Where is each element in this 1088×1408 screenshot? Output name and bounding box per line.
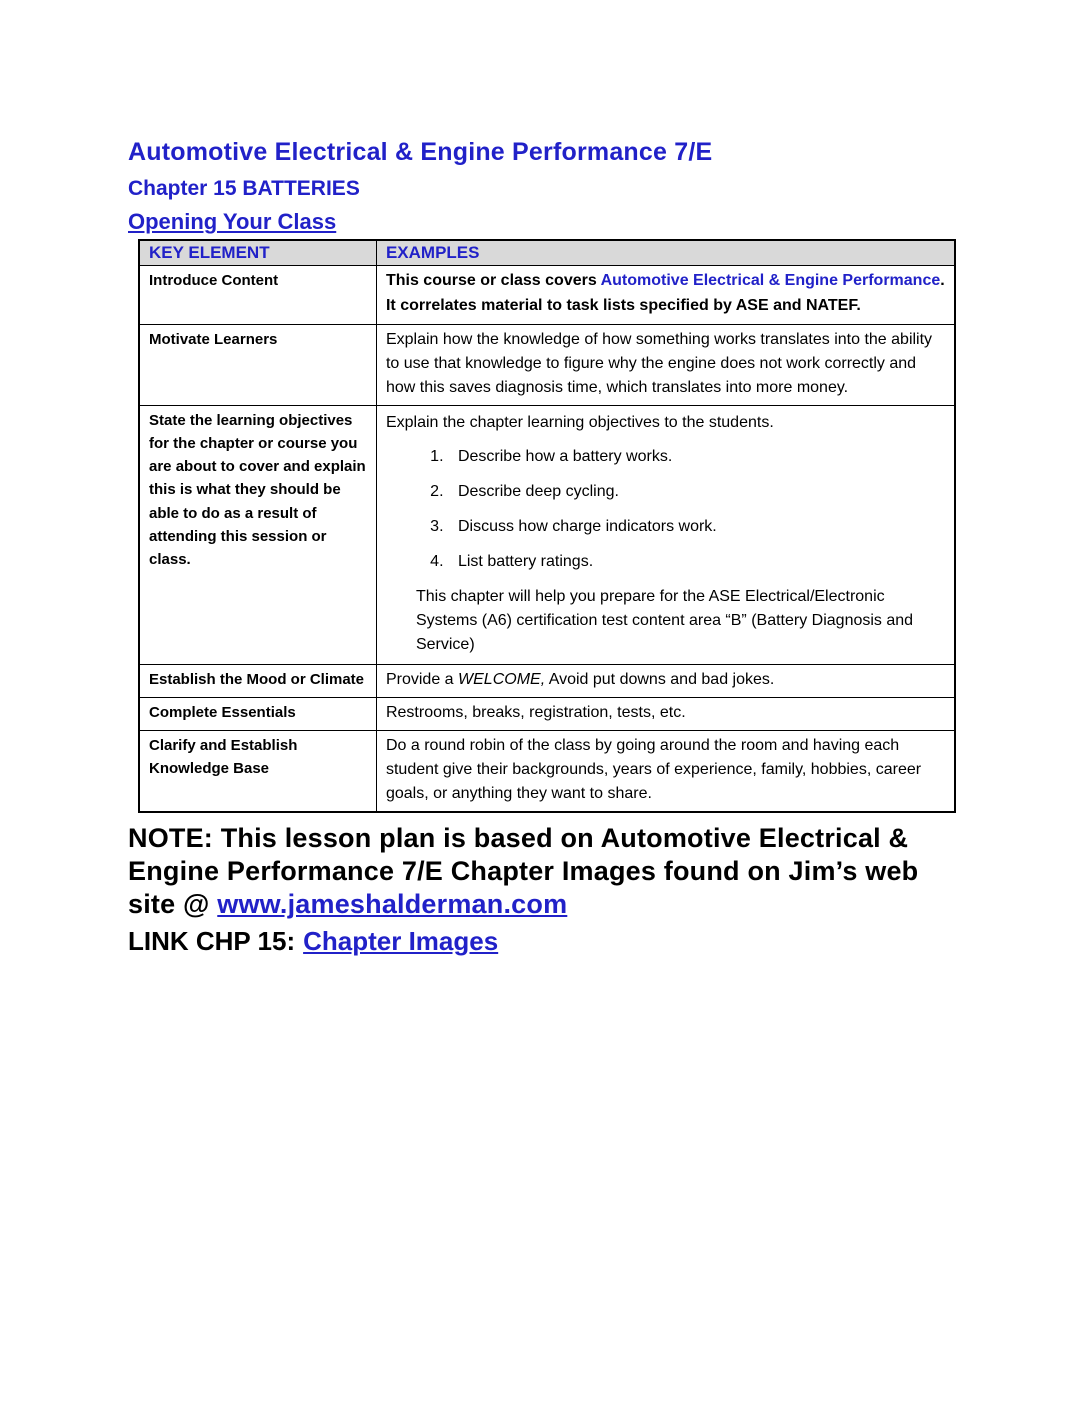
examples-cell (376, 405, 955, 664)
table-row (139, 266, 955, 325)
table-row (139, 324, 955, 405)
examples-cell: Do a round robin of the class by going around the room and having each student give their backgrounds, years of experience, family, hobbies, career goals, or anything they want to share. (376, 730, 955, 812)
objective-item: 3. Discuss how charge indicators work. (448, 515, 945, 539)
objectives-intro: Explain the chapter learning objectives to the students. (385, 413, 774, 431)
objective-item: 1. Describe how a battery works. (448, 445, 945, 469)
table-header-row (139, 240, 955, 266)
chapter-link-label: LINK CHP 15: (128, 926, 296, 957)
lesson-plan-table (138, 239, 956, 813)
website-link[interactable]: www.jameshalderman.com (217, 889, 568, 919)
example-italic-text: WELCOME, (458, 670, 546, 688)
table-row (139, 730, 955, 812)
example-highlight-text: Automotive Electrical & Engine Performance (600, 272, 941, 289)
objective-item: 2. Describe deep cycling. (448, 480, 945, 504)
section-heading-text: Opening Your Class (128, 209, 337, 234)
key-element-cell: State the learning objectives for the chapter or course you are about to cover and explain this is what they should be able to do as a result of attending this session or class. (139, 405, 376, 664)
example-text: Provide a (385, 670, 459, 688)
examples-cell (376, 266, 955, 325)
objectives-list (386, 445, 945, 574)
example-text: Avoid put downs and bad jokes. (545, 670, 775, 688)
chapter-heading: Chapter 15 BATTERIES (128, 177, 360, 200)
objectives-outro: This chapter will help you prepare for the ASE Electrical/Electronic Systems (A6) certification test content area “B” (Battery Diagnosis and Service) (415, 587, 914, 653)
page-title: Automotive Electrical & Engine Performance 7/E (128, 138, 713, 166)
table-row (139, 697, 955, 730)
table-row (139, 405, 955, 664)
key-element-cell: Introduce Content (139, 266, 376, 325)
key-element-cell: Establish the Mood or Climate (139, 664, 376, 697)
col-header-key-element: KEY ELEMENT (139, 240, 376, 266)
examples-cell: Restrooms, breaks, registration, tests, etc. (376, 697, 955, 730)
objective-item: 4. List battery ratings. (448, 550, 945, 574)
chapter-images-link[interactable]: Chapter Images (303, 926, 499, 957)
examples-cell: Explain how the knowledge of how something works translates into the ability to use that knowledge to figure why the engine does not work correctly and how this saves diagnosis time, which translates into more money. (376, 324, 955, 405)
key-element-cell: Clarify and Establish Knowledge Base (139, 730, 376, 812)
table-row (139, 664, 955, 697)
examples-cell (376, 664, 955, 697)
section-heading (128, 209, 958, 235)
note-paragraph (128, 822, 960, 922)
key-element-cell: Motivate Learners (139, 324, 376, 405)
col-header-examples: EXAMPLES (376, 240, 955, 266)
example-text: . It correlates material to task lists specified by ASE and NATEF. (385, 272, 945, 314)
chapter-link-line (128, 926, 958, 957)
key-element-cell: Complete Essentials (139, 697, 376, 730)
example-text: This course or class covers (385, 272, 601, 289)
note-text: NOTE: This lesson plan is based on Automotive Electrical & Engine Performance 7/E Chapter Images found on Jim’s web site @ (128, 822, 919, 919)
